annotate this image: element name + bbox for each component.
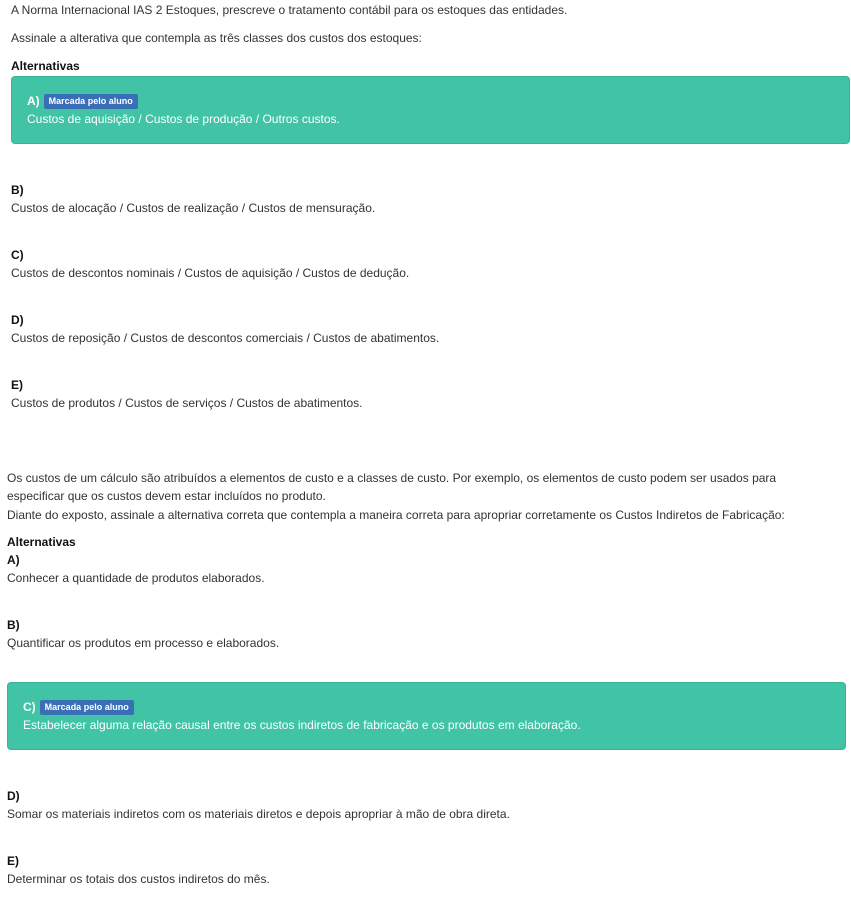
alternative-letter: C) xyxy=(23,700,36,714)
question-statement-line: Assinale a alterativa que contempla as três classes dos custos dos estoques: xyxy=(11,31,422,45)
alternative-letter: B) xyxy=(7,618,20,632)
alternative-text: Somar os materiais indiretos com os materiais diretos e depois apropriar à mão de obra direta. xyxy=(7,807,510,821)
alternative-text: Estabelecer alguma relação causal entre os custos indiretos de fabricação e os produtos em elaboração. xyxy=(23,718,581,732)
question-statement-line: Diante do exposto, assinale a alternativa correta que contempla a maneira correta para apropriar corretamente os Custos Indiretos de Fabricação: xyxy=(7,508,785,522)
alternatives-title: Alternativas xyxy=(7,535,76,549)
alternative-letter: E) xyxy=(11,378,23,392)
alternative-e[interactable] xyxy=(0,852,851,888)
alternative-c-selected[interactable] xyxy=(7,682,846,750)
alternative-letter: A) xyxy=(27,94,40,108)
alternative-text: Custos de produtos / Custos de serviços / Custos de abatimentos. xyxy=(11,396,363,410)
alternative-letter: A) xyxy=(7,553,20,567)
student-marked-badge: Marcada pelo aluno xyxy=(44,94,138,109)
alternative-letter: D) xyxy=(11,313,24,327)
alternative-letter: D) xyxy=(7,789,20,803)
alternative-letter: E) xyxy=(7,854,19,868)
alternative-d[interactable] xyxy=(0,787,851,823)
alternative-text: Custos de reposição / Custos de descontos comerciais / Custos de abatimentos. xyxy=(11,331,440,345)
alternative-letter: B) xyxy=(11,183,24,197)
alternative-text: Custos de alocação / Custos de realização / Custos de mensuração. xyxy=(11,201,376,215)
alternative-d[interactable] xyxy=(0,311,851,347)
alternative-a-selected[interactable] xyxy=(11,76,850,144)
alternative-e[interactable] xyxy=(0,376,851,412)
alternative-b[interactable] xyxy=(0,181,851,217)
alternatives-title: Alternativas xyxy=(11,59,80,73)
alternative-text: Custos de descontos nominais / Custos de aquisição / Custos de dedução. xyxy=(11,266,410,280)
alternative-text: Conhecer a quantidade de produtos elaborados. xyxy=(7,571,265,585)
alternative-letter: C) xyxy=(11,248,24,262)
question-statement-line: especificar que os custos devem estar incluídos no produto. xyxy=(7,489,326,503)
alternative-text: Custos de aquisição / Custos de produção / Outros custos. xyxy=(27,112,340,126)
question-statement-line: A Norma Internacional IAS 2 Estoques, prescreve o tratamento contábil para os estoques das entidades. xyxy=(11,3,568,17)
alternative-text: Quantificar os produtos em processo e elaborados. xyxy=(7,636,280,650)
question-statement-line: Os custos de um cálculo são atribuídos a elementos de custo e a classes de custo. Por exemplo, os elementos de custo podem ser usados para xyxy=(7,471,777,485)
alternative-a[interactable] xyxy=(0,551,851,587)
student-marked-badge: Marcada pelo aluno xyxy=(40,700,134,715)
alternative-c[interactable] xyxy=(0,246,851,282)
alternative-b[interactable] xyxy=(0,616,851,652)
alternative-text: Determinar os totais dos custos indiretos do mês. xyxy=(7,872,270,886)
